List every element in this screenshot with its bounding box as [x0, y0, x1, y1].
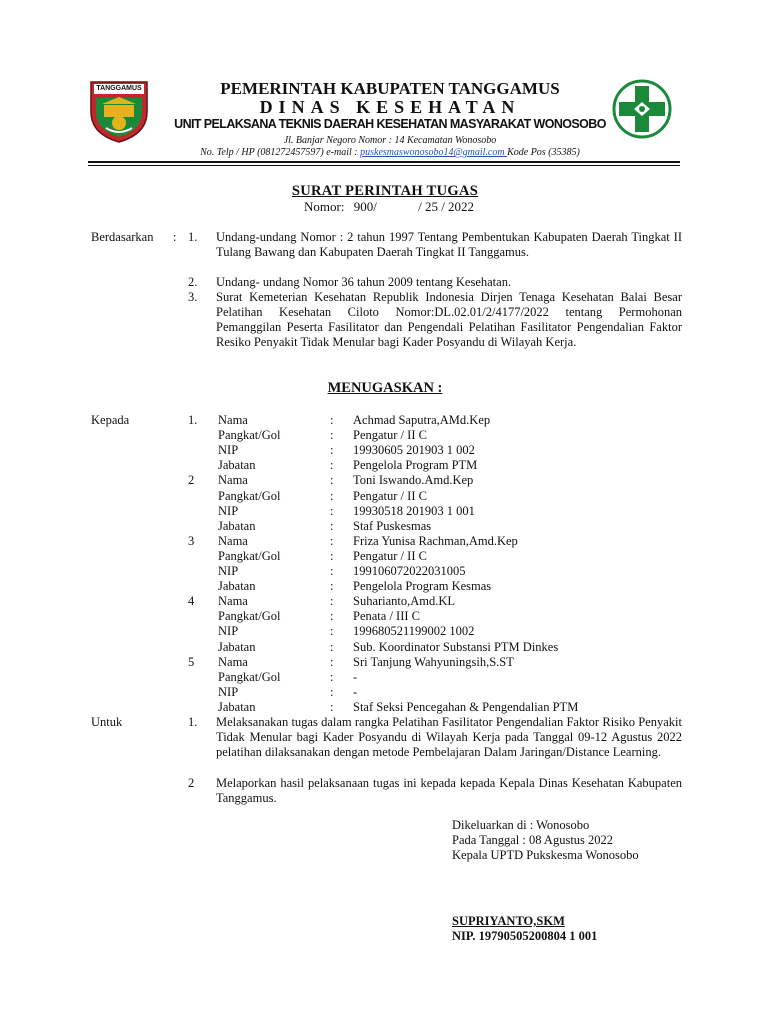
untuk-num: 1. — [188, 715, 198, 729]
person-field-label: Jabatan — [218, 579, 256, 594]
person-field-colon: : — [330, 458, 334, 473]
person-number: 3 — [188, 533, 195, 548]
basis-num: 1. — [188, 230, 198, 244]
person-pangkat: Penata / III C — [353, 609, 420, 624]
person-field-colon: : — [330, 503, 334, 518]
person-field-label: NIP — [218, 503, 239, 518]
person-field-label: Nama — [218, 473, 248, 488]
person-pangkat: Pengatur / II C — [353, 488, 427, 503]
basis-item: Surat Kemeterian Kesehatan Republik Indonesia Dirjen Tenaga Kesehatan Balai Besar Pelatihan Kesehatan Ciloto Nomor:DL.02.01/2/4177/2022 tentang Permohonan Pemanggilan Peserta Fasilitator dan Pengendali Pelatihan Fasilitator Pengendalian Faktor Resiko Penyakit Tidak Menular bagi Kader Posyandu di Wilayah Kerja. — [216, 290, 682, 349]
person-field-colon: : — [330, 473, 334, 488]
contact-prefix: No. Telp / HP (081272457597) e-mail : — [200, 147, 361, 158]
person-nama: Achmad Saputra,AMd.Kep — [353, 413, 491, 427]
contact-suffix: Kode Pos (35385) — [507, 147, 580, 158]
person-field-label: Jabatan — [218, 458, 256, 473]
person-field-label: NIP — [218, 564, 239, 578]
person-field-label: Nama — [218, 533, 248, 548]
person-field-colon: : — [330, 428, 334, 443]
person-field-colon: : — [330, 579, 334, 594]
basis-label: Berdasarkan — [91, 230, 154, 244]
person-nip: 199680521199002 1002 — [353, 624, 475, 639]
person-nip: 199106072022031005 — [353, 564, 466, 578]
person-field-label: Pangkat/Gol — [218, 609, 281, 624]
person-nama: Toni Iswando.Amd.Kep — [353, 473, 474, 488]
person-field-colon: : — [330, 624, 334, 639]
person-nama: Sri Tanjung Wahyuningsih,S.ST — [353, 654, 514, 669]
letterhead-line1: PEMERINTAH KABUPATEN TANGGAMUS — [220, 79, 560, 98]
person-field-label: Pangkat/Gol — [218, 428, 281, 443]
person-field-label: Jabatan — [218, 639, 256, 654]
person-field-label: Jabatan — [218, 518, 256, 533]
person-nama: Friza Yunisa Rachman,Amd.Kep — [353, 533, 518, 548]
untuk-item: Melaksanakan tugas dalam rangka Pelatihan Fasilitator Pengendalian Faktor Risiko Penyakit Tidak Menular bagi Kader Posyandu di Wilayah Kerja pada Tanggal 09-12 Agustus 2022 pelatihan dilaksanakan dengan metode Pembelajaran Dalam Jaringan/Distance Learning. — [216, 715, 682, 759]
email-link[interactable]: puskesmaswonosobo14@gmail.com — [360, 147, 508, 158]
person-number: 1. — [188, 413, 198, 427]
health-logo — [610, 78, 674, 140]
person-pangkat: Pengatur / II C — [353, 548, 427, 563]
issued-place: Dikeluarkan di : Wonosobo — [452, 818, 590, 832]
signer-name: SUPRIYANTO,SKM — [452, 914, 565, 928]
person-field-label: Jabatan — [218, 699, 256, 714]
person-field-label: Nama — [218, 594, 248, 609]
signer-nip: NIP. 19790505200804 1 001 — [452, 929, 598, 943]
person-jabatan: Pengelola Program PTM — [353, 458, 478, 473]
person-field-label: NIP — [218, 684, 239, 699]
basis-item: Undang- undang Nomor 36 tahun 2009 tentang Kesehatan. — [216, 275, 512, 289]
person-jabatan: Staf Seksi Pencegahan & Pengendalian PTM — [353, 699, 579, 714]
person-field-colon: : — [330, 639, 334, 654]
person-field-colon: : — [330, 609, 334, 624]
person-field-colon: : — [330, 413, 334, 427]
person-jabatan: Staf Puskesmas — [353, 518, 432, 533]
person-jabatan: Sub. Koordinator Substansi PTM Dinkes — [353, 639, 559, 654]
person-nip: - — [353, 684, 358, 699]
basis-item: Undang-undang Nomor : 2 tahun 1997 Tentang Pembentukan Kabupaten Daerah Tingkat II Tulang Bawang dan Kabupaten Daerah Tingkat II Tanggamus. — [216, 230, 682, 259]
person-field-colon: : — [330, 443, 334, 458]
untuk-label: Untuk — [91, 715, 123, 729]
person-field-colon: : — [330, 594, 334, 609]
letter-title: SURAT PERINTAH TUGAS — [291, 183, 479, 199]
letterhead-line3: UNIT PELAKSANA TEKNIS DAERAH KESEHATAN MASYARAKAT WONOSOBO — [174, 117, 606, 131]
untuk-num: 2 — [188, 776, 195, 790]
person-field-label: Pangkat/Gol — [218, 548, 281, 563]
person-number: 2 — [188, 473, 195, 488]
person-pangkat: Pengatur / II C — [353, 428, 427, 443]
person-nip: 19930605 201903 1 002 — [353, 443, 475, 458]
issued-position: Kepala UPTD Pukskesma Wonosobo — [452, 848, 639, 862]
person-field-label: Pangkat/Gol — [218, 488, 281, 503]
person-field-colon: : — [330, 548, 334, 563]
person-field-label: NIP — [218, 443, 239, 458]
person-number: 4 — [188, 594, 195, 609]
person-field-colon: : — [330, 684, 334, 699]
person-nama: Suharianto,Amd.KL — [353, 594, 456, 609]
basis-colon: : — [173, 230, 177, 244]
person-field-colon: : — [330, 488, 334, 503]
person-number: 5 — [188, 654, 195, 669]
person-field-label: Pangkat/Gol — [218, 669, 281, 684]
person-field-label: Nama — [218, 654, 248, 669]
letterhead-divider — [88, 161, 680, 166]
letter-number — [304, 199, 474, 214]
person-jabatan: Pengelola Program Kesmas — [353, 579, 492, 594]
basis-num: 3. — [188, 290, 198, 304]
letterhead-contact — [150, 147, 630, 158]
person-field-colon: : — [330, 654, 334, 669]
letterhead-address: Jl. Banjar Negoro Nomor : 14 Kecamatan Wonosobo — [283, 135, 497, 146]
untuk-item: Melaporkan hasil pelaksanaan tugas ini kepada kepada Kepala Dinas Kesehatan Kabupaten Tanggamus. — [216, 776, 682, 805]
person-field-label: Nama — [218, 413, 248, 427]
person-field-colon: : — [330, 518, 334, 533]
issued-date: Pada Tanggal : 08 Agustus 2022 — [452, 833, 614, 847]
person-field-colon: : — [330, 669, 334, 684]
regency-logo — [88, 78, 150, 144]
person-field-colon: : — [330, 533, 334, 548]
letterhead-line2: DINAS KESEHATAN — [259, 97, 521, 117]
number-value: 900/ — [353, 199, 377, 214]
person-field-colon: : — [330, 564, 334, 578]
person-field-label: NIP — [218, 624, 239, 639]
number-suffix: / 25 / 2022 — [418, 199, 475, 214]
instruct-heading: MENUGASKAN : — [327, 380, 443, 396]
person-pangkat: - — [353, 669, 358, 684]
basis-num: 2. — [188, 275, 198, 289]
number-label: Nomor: — [304, 199, 345, 214]
person-nip: 19930518 201903 1 001 — [353, 503, 475, 518]
kepada-label: Kepada — [91, 413, 130, 427]
person-field-colon: : — [330, 699, 334, 714]
logo-text: TANGGAMUS — [96, 85, 142, 92]
